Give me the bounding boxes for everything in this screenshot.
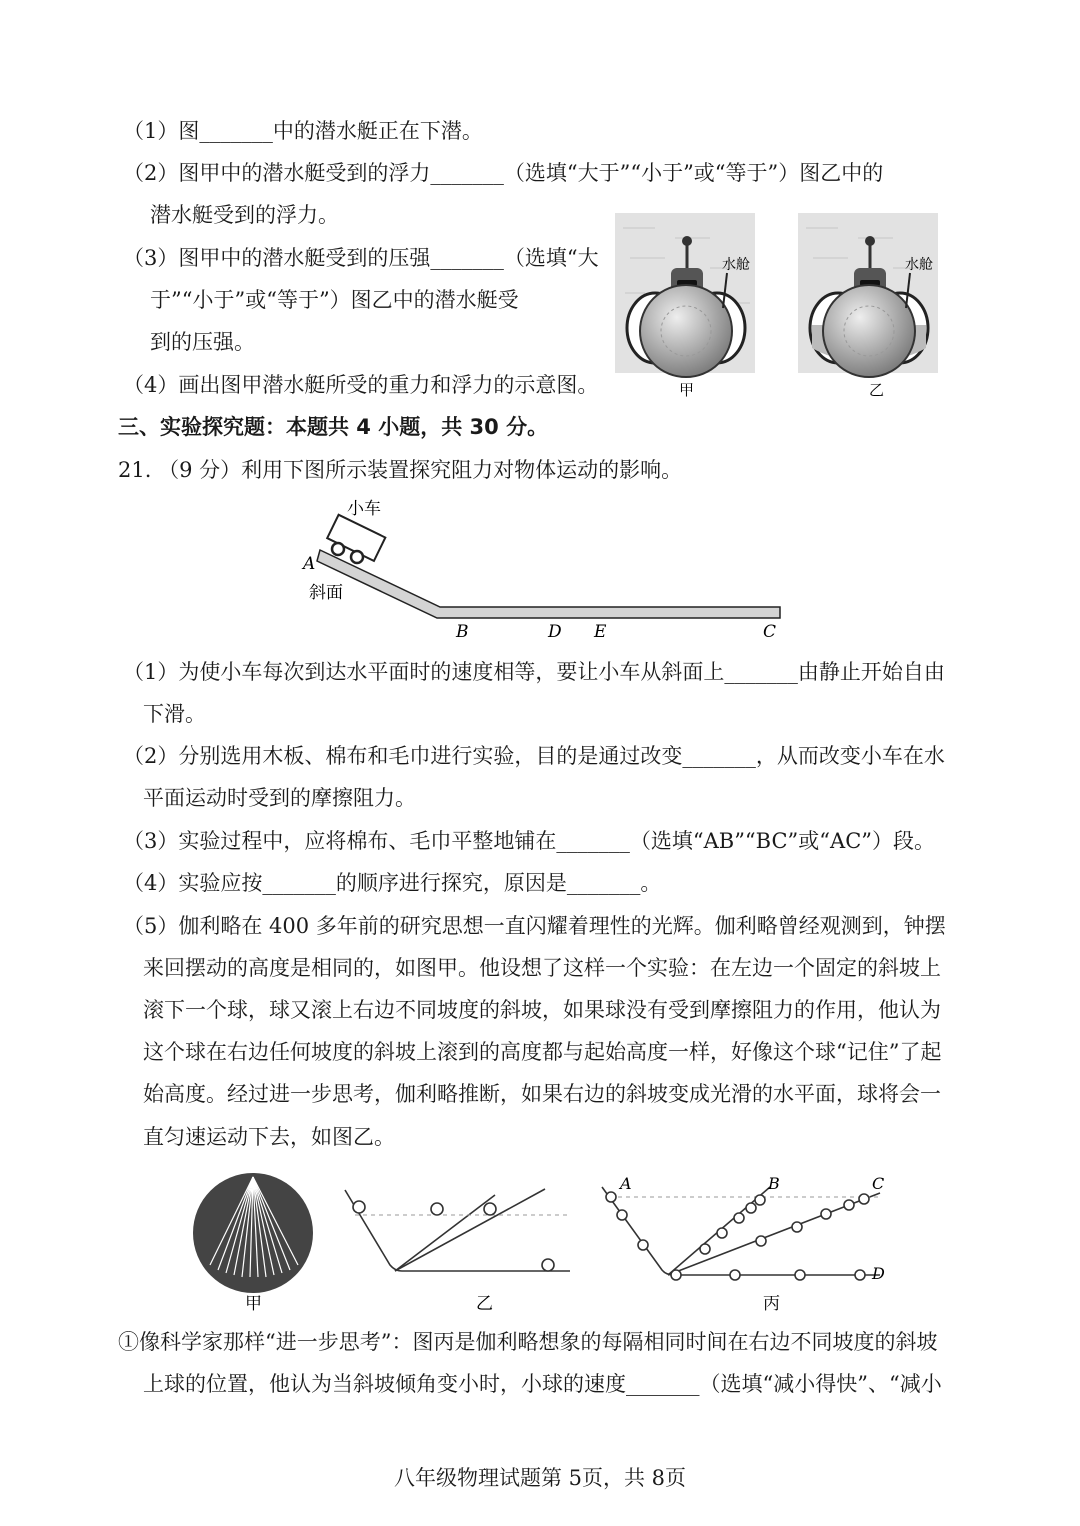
q20-part2-line2: 潜水艇受到的浮力。 <box>150 203 339 227</box>
q21-part1-line1: （1）为使小车每次到达水平面时的速度相等，要让小车从斜面上_______由静止开始自由 <box>123 660 945 684</box>
q20-part3-line2: 于”“小于”或“等于”）图乙中的潜水艇受 <box>150 288 519 312</box>
bing-label-D: D <box>872 1264 885 1283</box>
bing-label-B: B <box>768 1174 780 1193</box>
point-D: D <box>548 622 562 642</box>
ramp-track <box>317 550 780 618</box>
point-A: A <box>303 554 316 574</box>
q21-part5-line2: 来回摆动的高度是相同的，如图甲。他设想了这样一个实验：在左边一个固定的斜坡上 <box>143 956 941 980</box>
q21-part5-line6: 直匀速运动下去，如图乙。 <box>143 1125 395 1149</box>
q21-intro: 21. （9 分）利用下图所示装置探究阻力对物体运动的影响。 <box>118 458 683 482</box>
submarine-b <box>798 213 938 377</box>
ramp-figure-yi <box>345 1189 570 1271</box>
tank-label-a: 水舱 <box>722 257 750 273</box>
q21-part5-line3: 滚下一个球，球又滚上右边不同坡度的斜坡，如果球没有受到摩擦阻力的作用，他认为 <box>143 998 941 1022</box>
q21-part3: （3）实验过程中，应将棉布、毛巾平整地铺在_______（选填“AB”“BC”或“AC”）段。 <box>123 829 935 853</box>
ramp-figure <box>295 492 790 644</box>
page-footer: 八年级物理试题第 5页，共 8页 <box>393 1466 687 1490</box>
galileo-figures <box>190 1165 900 1320</box>
q20-part3-line3: 到的压强。 <box>150 330 255 354</box>
point-B: B <box>456 622 469 642</box>
q21-part4: （4）实验应按_______的顺序进行探究，原因是_______。 <box>123 871 662 895</box>
point-E: E <box>594 622 607 642</box>
submarine-figure <box>615 213 955 403</box>
q20-part1: （1）图_______中的潜水艇正在下潜。 <box>123 119 483 143</box>
q21-part5-line5: 始高度。经过进一步思考，伽利略推断，如果右边的斜坡变成光滑的水平面，球将会一 <box>143 1082 941 1106</box>
ramp-figure-bing <box>602 1187 880 1280</box>
caption-b: 乙 <box>869 381 885 399</box>
q21-part2-line1: （2）分别选用木板、棉布和毛巾进行实验，目的是通过改变_______，从而改变小车在水 <box>123 744 945 768</box>
section-heading: 三、实验探究题：本题共 4 小题，共 30 分。 <box>118 415 549 439</box>
q21-sub1-line2: 上球的位置，他认为当斜坡倾角变小时，小球的速度_______（选填“减小得快”、“减小 <box>143 1372 942 1396</box>
cart-label: 小车 <box>347 499 381 519</box>
slope-label: 斜面 <box>309 583 343 603</box>
q21-part5-line1: （5）伽利略在 400 多年前的研究思想一直闪耀着理性的光辉。伽利略曾经观测到，钟摆 <box>123 914 946 938</box>
q20-part2-line1: （2）图甲中的潜水艇受到的浮力_______（选填“大于”“小于”或“等于”）图乙中的 <box>123 161 884 185</box>
caption-a: 甲 <box>679 381 695 399</box>
tank-label-b: 水舱 <box>905 257 933 273</box>
q21-part2-line2: 平面运动时受到的摩擦阻力。 <box>143 786 416 810</box>
point-C: C <box>763 622 777 642</box>
bing-label-C: C <box>872 1174 885 1193</box>
q20-part3-line1: （3）图甲中的潜水艇受到的压强_______（选填“大 <box>123 246 599 270</box>
q21-part1-line2: 下滑。 <box>143 702 206 726</box>
q20-part4: （4）画出图甲潜水艇所受的重力和浮力的示意图。 <box>123 373 599 397</box>
submarine-a <box>615 213 755 377</box>
q21-sub1-line1: ①像科学家那样“进一步思考”：图丙是伽利略想象的每隔相同时间在右边不同坡度的斜坡 <box>118 1330 938 1354</box>
caption-yi: 乙 <box>476 1294 493 1314</box>
pendulum-figure <box>193 1173 313 1293</box>
caption-bing: 丙 <box>763 1294 780 1314</box>
q21-part5-line4: 这个球在右边任何坡度的斜坡上滚到的高度都与起始高度一样，好像这个球“记住”了起 <box>143 1040 942 1064</box>
caption-jia: 甲 <box>245 1294 262 1314</box>
bing-label-A: A <box>620 1174 632 1193</box>
